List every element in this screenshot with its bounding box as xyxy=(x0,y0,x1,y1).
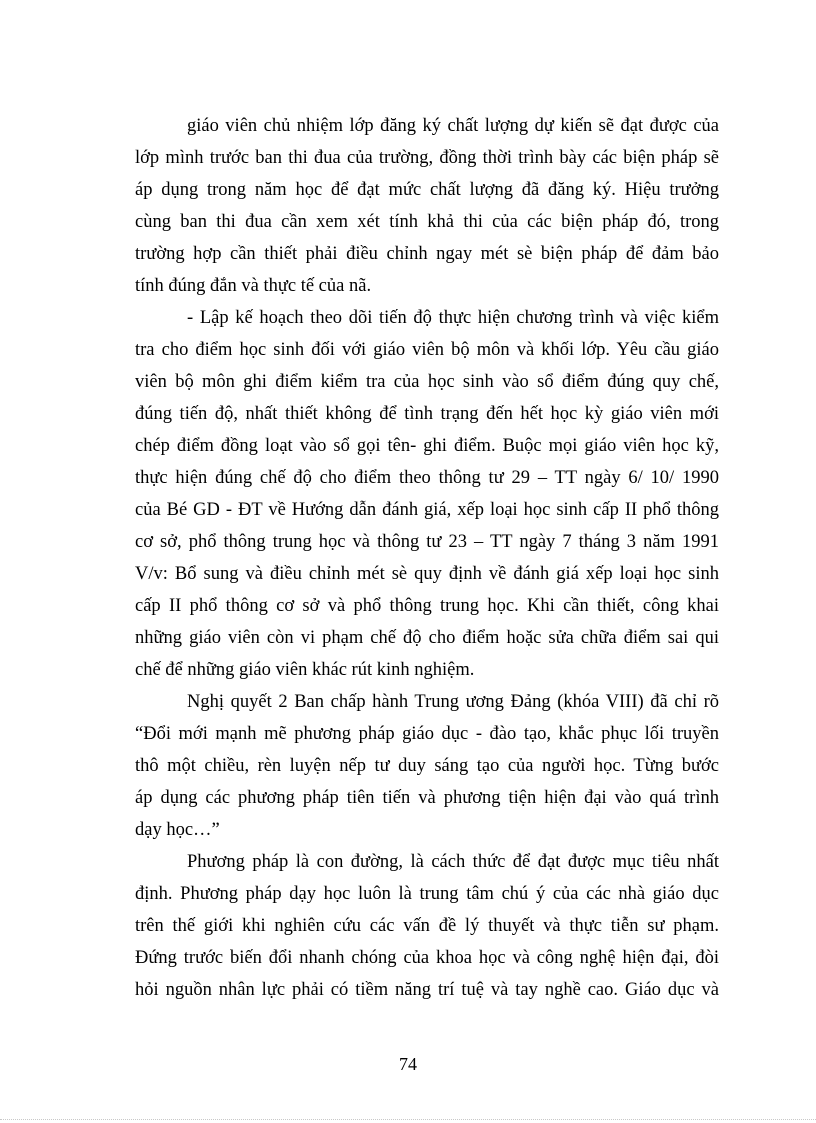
paragraph-2 xyxy=(135,302,719,686)
text-line: trên thế giới khi nghiên cứu các vấn đề lý thuyết và thực tiễn sư phạm. xyxy=(135,916,719,936)
text-line: trường hợp cần thiết phải điều chỉnh ngay mét sè biện pháp để đảm bảo xyxy=(135,244,719,264)
text-line: áp dụng trong năm học để đạt mức chất lượng đã đăng ký. Hiệu trưởng xyxy=(135,180,719,200)
text-line: tra cho điểm học sinh đối với giáo viên bộ môn và khối lớp. Yêu cầu giáo xyxy=(135,340,719,360)
text-line: của Bé GD - ĐT về Hướng dẫn đánh giá, xếp loại học sinh cấp II phổ thông xyxy=(135,500,719,520)
paragraph-3 xyxy=(135,686,719,846)
text-line: V/v: Bổ sung và điều chỉnh mét sè quy định về đánh giá xếp loại học sinh xyxy=(135,564,719,584)
text-line: những giáo viên còn vi phạm chế độ cho điểm hoặc sửa chữa điểm sai qui xyxy=(135,628,719,648)
text-line: tính đúng đắn và thực tế của nã. xyxy=(135,276,372,296)
text-line: Phương pháp là con đường, là cách thức để đạt được mục tiêu nhất xyxy=(187,852,719,872)
text-line: chép điểm đồng loạt vào sổ gọi tên- ghi điểm. Buộc mọi giáo viên học kỹ, xyxy=(135,436,719,456)
text-line: “Đổi mới mạnh mẽ phương pháp giáo dục - đào tạo, khắc phục lối truyền xyxy=(135,724,719,744)
page-number: 74 xyxy=(399,1054,417,1074)
text-line: cơ sở, phổ thông trung học và thông tư 23 – TT ngày 7 tháng 3 năm 1991 xyxy=(135,532,719,552)
text-line: viên bộ môn ghi điểm kiểm tra của học sinh vào sổ điểm đúng quy chế, xyxy=(135,372,719,392)
text-line: - Lập kế hoạch theo dõi tiến độ thực hiện chương trình và việc kiểm xyxy=(187,308,719,328)
text-line: định. Phương pháp dạy học luôn là trung tâm chú ý của các nhà giáo dục xyxy=(135,884,719,904)
text-line: đúng tiến độ, nhất thiết không để tình trạng đến hết học kỳ giáo viên mới xyxy=(135,404,719,424)
paragraph-4 xyxy=(135,846,719,1006)
text-line: lớp mình trước ban thi đua của trường, đồng thời trình bày các biện pháp sẽ xyxy=(135,148,719,168)
page-bottom-divider xyxy=(0,1119,816,1120)
text-line: cùng ban thi đua cần xem xét tính khả thi của các biện pháp đó, trong xyxy=(135,212,719,232)
text-line: chế để những giáo viên khác rút kinh nghiệm. xyxy=(135,660,475,680)
text-line: thực hiện đúng chế độ cho điểm theo thông tư 29 – TT ngày 6/ 10/ 1990 xyxy=(135,468,719,488)
text-line: giáo viên chủ nhiệm lớp đăng ký chất lượng dự kiến sẽ đạt được của xyxy=(187,116,719,136)
text-line: cấp II phổ thông cơ sở và phổ thông trung học. Khi cần thiết, công khai xyxy=(135,596,719,616)
text-line: Nghị quyết 2 Ban chấp hành Trung ương Đảng (khóa VIII) đã chỉ rõ xyxy=(187,692,719,712)
text-line: thô một chiều, rèn luyện nếp tư duy sáng tạo của người học. Từng bước xyxy=(135,756,719,776)
body-text xyxy=(135,110,719,1006)
paragraph-1 xyxy=(135,110,719,302)
text-line: Đứng trước biến đổi nhanh chóng của khoa học và công nghệ hiện đại, đòi xyxy=(135,948,719,968)
text-line: áp dụng các phương pháp tiên tiến và phương tiện hiện đại vào quá trình xyxy=(135,788,719,808)
text-line: hỏi nguồn nhân lực phải có tiềm năng trí tuệ và tay nghề cao. Giáo dục và xyxy=(135,980,719,1000)
text-line: dạy học…” xyxy=(135,820,220,840)
